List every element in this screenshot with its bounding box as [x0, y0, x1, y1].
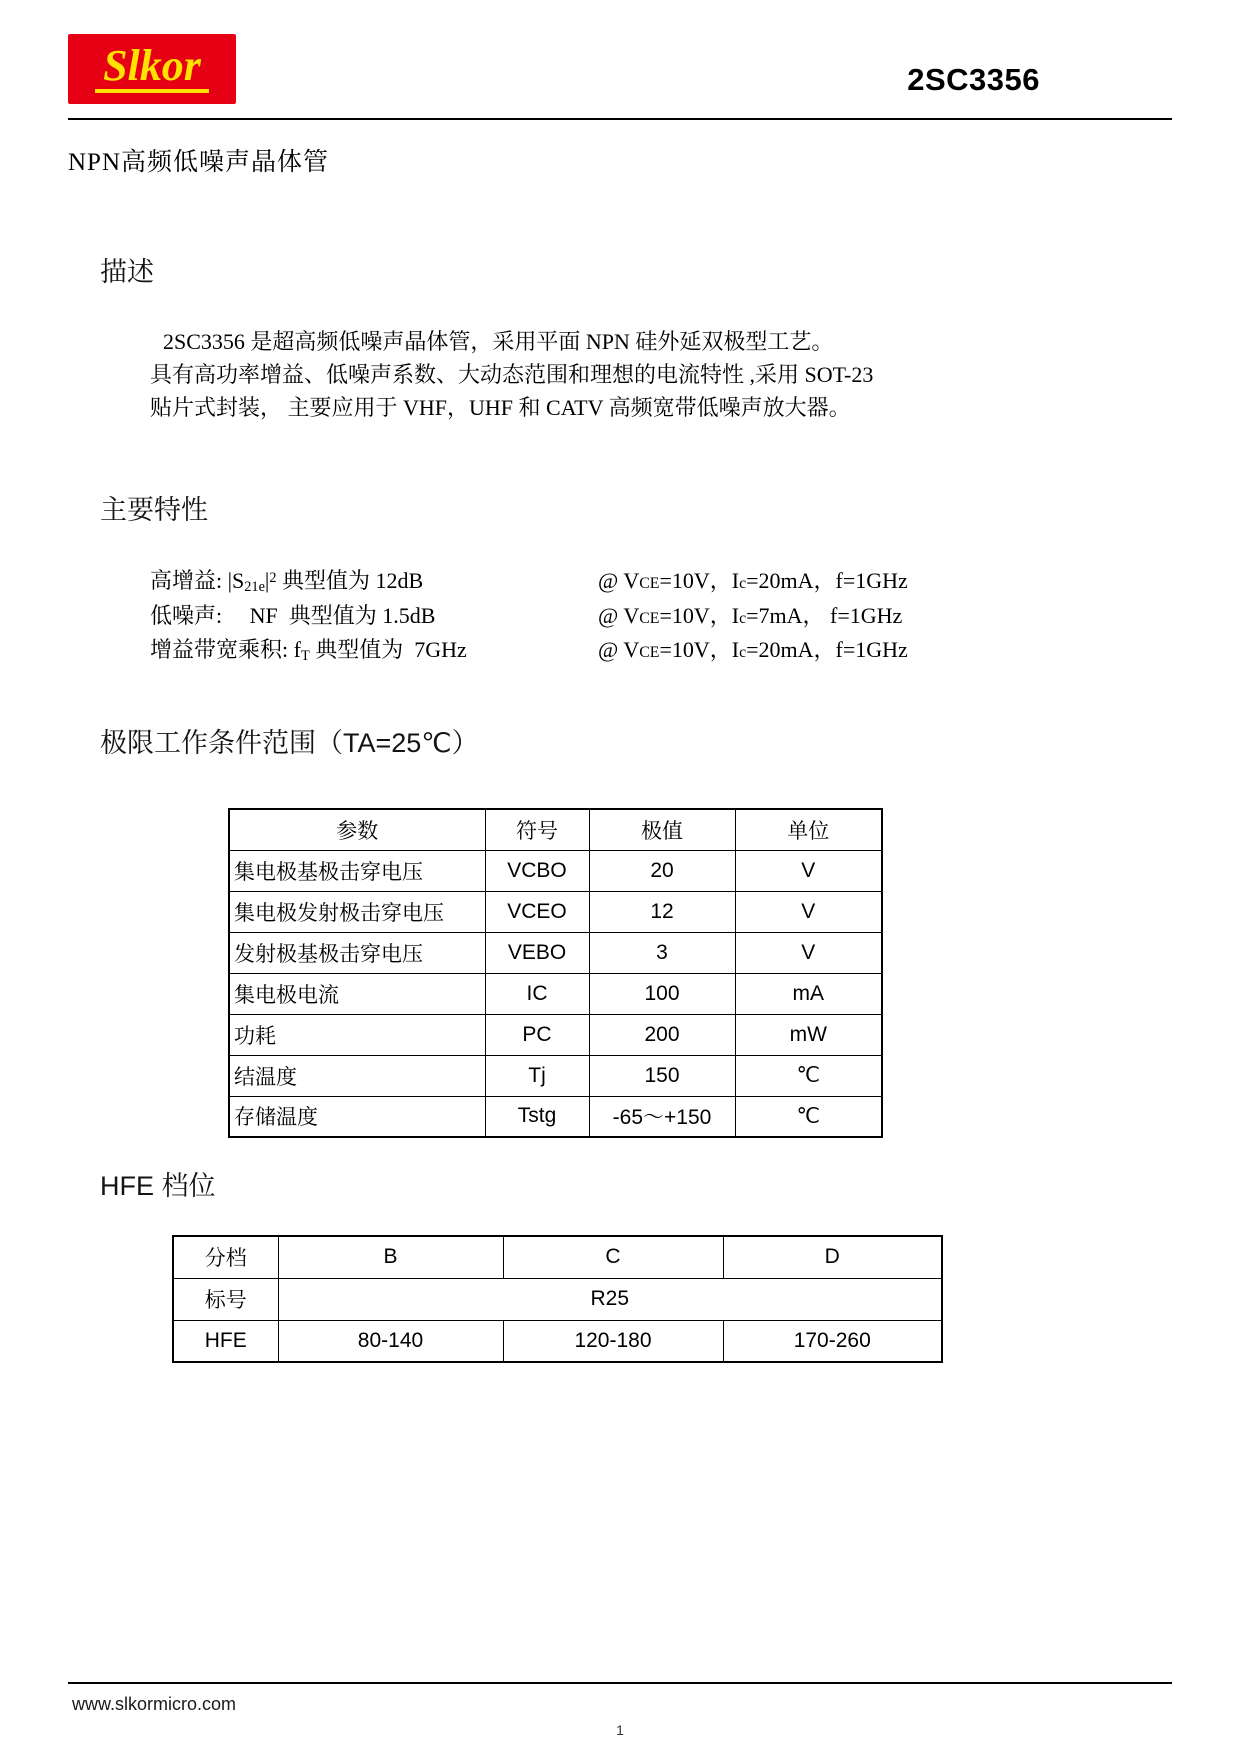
slkor-logo-text: Slkor: [95, 45, 209, 94]
text-segment: c: [739, 575, 747, 592]
description-line: 2SC3356 是超高频低噪声晶体管，采用平面 NPN 硅外延双极型工艺。: [163, 329, 834, 354]
row-label: HFE: [173, 1320, 278, 1362]
text-segment: CE: [639, 610, 660, 627]
text-segment: 增益带宽乘积: f: [150, 637, 301, 662]
symbol-value: VCEO: [485, 891, 589, 932]
description-line: 具有高功率增益、低噪声系数、大动态范围和理想的电流特性 ,采用 SOT-23: [150, 362, 874, 387]
text-segment: 2: [269, 570, 277, 586]
feature-spec: [150, 600, 598, 634]
features-heading: 主要特性: [100, 495, 208, 525]
marking-code: R25: [278, 1278, 942, 1320]
text-segment: =10V，I: [659, 637, 740, 662]
page-number: 1: [616, 1722, 624, 1738]
hfe-grade-row: [173, 1236, 942, 1278]
text-segment: =7mA， f=1GHz: [746, 603, 903, 628]
column-header: 单位: [735, 809, 882, 850]
description-heading: 描述: [100, 257, 154, 287]
grade-name: D: [723, 1236, 942, 1278]
table-row: [229, 891, 882, 932]
parameter-name: 集电极电流: [229, 973, 485, 1014]
table-row: [229, 1055, 882, 1096]
column-header: 参数: [229, 809, 485, 850]
hfe-range: 170-260: [723, 1320, 942, 1362]
page-header: [68, 34, 1172, 104]
description-section: [68, 250, 1172, 424]
table-row: [229, 1096, 882, 1137]
parameter-name: 集电极基极击穿电压: [229, 850, 485, 891]
hfe-range: 120-180: [503, 1320, 723, 1362]
text-segment: @ V: [598, 603, 640, 628]
text-segment: =10V，I: [659, 603, 740, 628]
parameter-name: 存储温度: [229, 1096, 485, 1137]
rating-value: 12: [589, 891, 735, 932]
feature-row: [150, 565, 1172, 600]
text-segment: @ V: [598, 637, 640, 662]
symbol-value: IC: [485, 973, 589, 1014]
text-segment: 21e: [244, 579, 265, 596]
text-segment: =20mA，f=1GHz: [746, 568, 908, 593]
hfe-range: 80-140: [278, 1320, 503, 1362]
header-divider: [68, 118, 1172, 120]
parameter-name: 发射极基极击穿电压: [229, 932, 485, 973]
footer-website: www.slkormicro.com: [72, 1694, 237, 1714]
row-label: 标号: [173, 1278, 278, 1320]
text-segment: CE: [639, 644, 660, 661]
unit-value: ℃: [735, 1096, 882, 1137]
description-text: [150, 325, 930, 424]
parameter-name: 功耗: [229, 1014, 485, 1055]
rating-value: 3: [589, 932, 735, 973]
symbol-value: PC: [485, 1014, 589, 1055]
text-segment: c: [739, 644, 747, 661]
footer-divider: [68, 1682, 1172, 1684]
table-row: [229, 973, 882, 1014]
hfe-range-row: [173, 1320, 942, 1362]
table-header-row: [229, 809, 882, 850]
slkor-logo: [68, 34, 236, 104]
abs-max-table: [228, 808, 883, 1138]
text-segment: @ V: [598, 568, 640, 593]
feature-spec: [150, 565, 598, 600]
text-segment: 低噪声: NF 典型值为 1.5dB: [150, 603, 436, 628]
unit-value: mW: [735, 1014, 882, 1055]
symbol-value: VEBO: [485, 932, 589, 973]
hfe-marking-row: [173, 1278, 942, 1320]
text-segment: 典型值为 7GHz: [309, 637, 467, 662]
parameter-name: 结温度: [229, 1055, 485, 1096]
row-label: 分档: [173, 1236, 278, 1278]
page-title: NPN高频低噪声晶体管: [68, 149, 330, 176]
table-row: [229, 932, 882, 973]
parameter-name: 集电极发射极击穿电压: [229, 891, 485, 932]
rating-value: 100: [589, 973, 735, 1014]
feature-row: [150, 634, 1172, 669]
description-line: 贴片式封装， 主要应用于 VHF，UHF 和 CATV 高频宽带低噪声放大器。: [150, 395, 851, 420]
table-row: [229, 850, 882, 891]
text-segment: CE: [639, 575, 660, 592]
rating-value: 200: [589, 1014, 735, 1055]
feature-condition: [598, 600, 902, 634]
rating-value: -65～+150: [589, 1096, 735, 1137]
text-segment: 高增益: |S: [150, 568, 245, 593]
abs-max-heading: 极限工作条件范围（TA=25℃）: [100, 728, 479, 758]
hfe-table: [172, 1235, 943, 1363]
unit-value: mA: [735, 973, 882, 1014]
text-segment: 典型值为 12dB: [276, 568, 424, 593]
unit-value: ℃: [735, 1055, 882, 1096]
grade-name: B: [278, 1236, 503, 1278]
text-segment: =10V，I: [659, 568, 740, 593]
column-header: 极值: [589, 809, 735, 850]
feature-condition: [598, 634, 908, 669]
unit-value: V: [735, 891, 882, 932]
text-segment: T: [300, 648, 310, 665]
rating-value: 150: [589, 1055, 735, 1096]
symbol-value: Tj: [485, 1055, 589, 1096]
hfe-section: [68, 1164, 1172, 1363]
symbol-value: VCBO: [485, 850, 589, 891]
feature-row: [150, 600, 1172, 634]
feature-spec: [150, 634, 598, 669]
symbol-value: Tstg: [485, 1096, 589, 1137]
part-number: 2SC3356: [907, 62, 1040, 97]
abs-max-section: [68, 721, 1172, 1138]
unit-value: V: [735, 932, 882, 973]
column-header: 符号: [485, 809, 589, 850]
features-list: [150, 565, 1172, 669]
feature-condition: [598, 565, 908, 600]
table-row: [229, 1014, 882, 1055]
features-section: [68, 488, 1172, 669]
hfe-heading: HFE 档位: [100, 1171, 216, 1201]
text-segment: =20mA，f=1GHz: [746, 637, 908, 662]
rating-value: 20: [589, 850, 735, 891]
grade-name: C: [503, 1236, 723, 1278]
unit-value: V: [735, 850, 882, 891]
text-segment: |: [264, 568, 270, 593]
text-segment: c: [739, 610, 747, 627]
